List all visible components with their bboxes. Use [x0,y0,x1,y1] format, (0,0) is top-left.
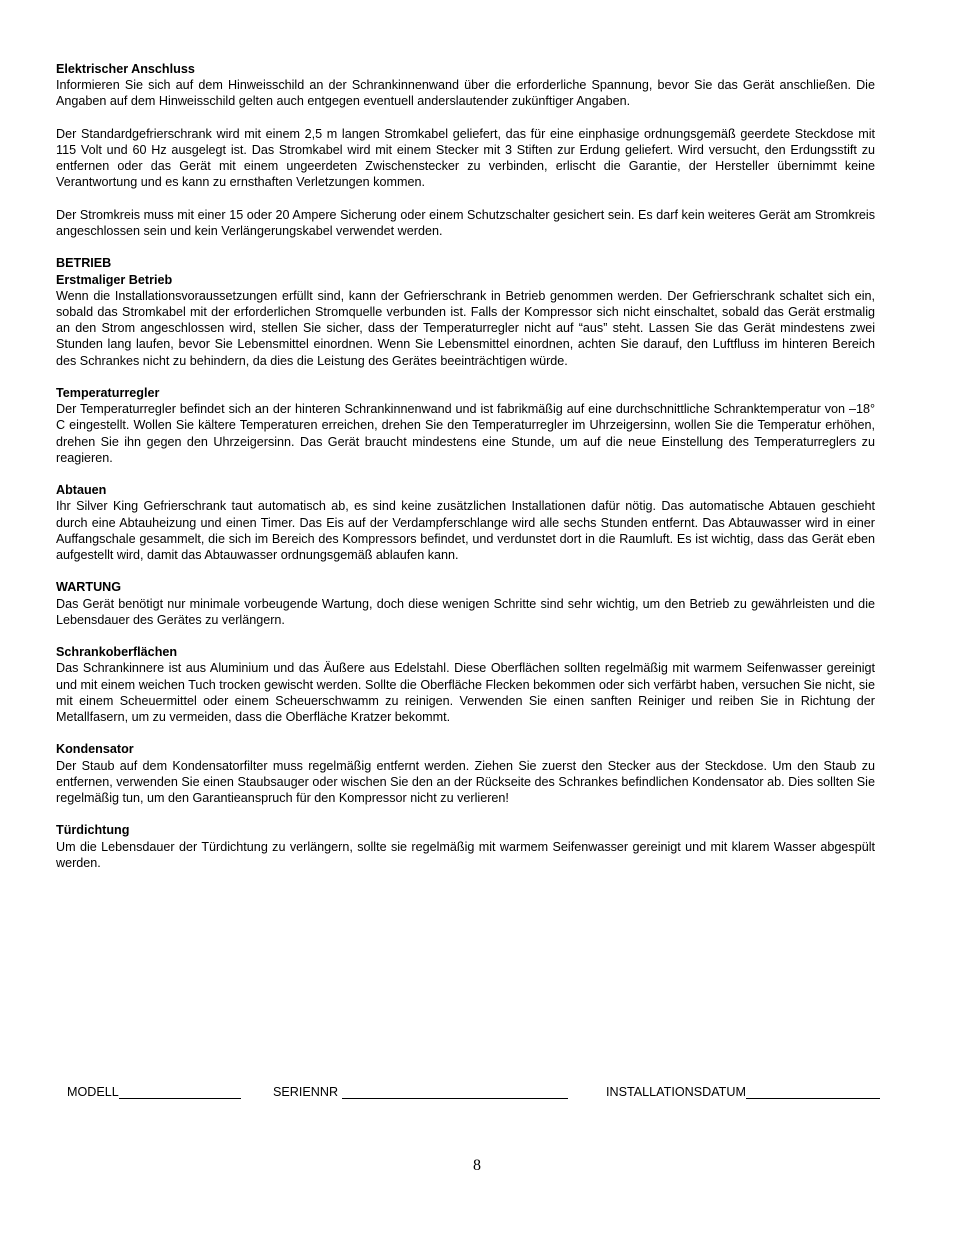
heading-wartung: WARTUNG [56,580,122,595]
paragraph-schrankoberflaechen: Das Schrankinnere ist aus Aluminium und das Äußere aus Edelstahl. Diese Oberflächen sollten regelmäßig mit warmem Seifenwasser gereinigt und mit einem weichen Tuch trocken gewischt werden. Sollte die Oberfläche Flecken bekommen oder sich verfärbt haben, versuchen Sie nicht, sie mit einem Scheuermittel oder einem Scheuerschwamm zu reinigen. Verwenden Sie einen sanften Reiniger und reiben Sie in Richtung der Metallfasern, um zu vermeiden, dass die Oberfläche Kratzer bekommt. [56,661,875,725]
modell-field [67,1082,241,1099]
heading-temperaturregler: Temperaturregler [56,386,160,400]
page-number: 8 [473,1157,481,1174]
paragraph-anschluss-1: Informieren Sie sich auf dem Hinweisschild an der Schrankinnenwand über die erforderliche Spannung, bevor Sie das Gerät anschließen. Die Angaben auf dem Hinweisschild gelten auch entgegen eventuell anderslautender zukünftiger Angaben. [56,78,875,109]
seriennr-blank-line[interactable] [342,1082,568,1099]
paragraph-kondensator: Der Staub auf dem Kondensatorfilter muss regelmäßig entfernt werden. Ziehen Sie zuerst den Stecker aus der Steckdose. Um den Staub zu entfernen, verwenden Sie einen Staubsauger oder wischen Sie den an der Rückseite des Schrankes befindlichen Kondensator ab. Dies sollten Sie regelmäßig tun, um den Garantieanspruch für den Kompressor nicht zu verlieren! [56,758,875,806]
subheading-erstmaliger-betrieb: Erstmaliger Betrieb [56,272,173,287]
heading-abtauen: Abtauen [56,483,107,498]
installationsdatum-field [606,1082,880,1099]
heading-tuerdichtung: Türdichtung [56,823,130,838]
paragraph-betrieb-1: Wenn die Installationsvoraussetzungen erfüllt sind, kann der Gefrierschrank in Betrieb genommen werden. Der Gefrierschrank schaltet sich ein, sobald das Stromkabel mit der erforderlichen Stromquelle verbunden ist. Falls der Kompressor sich nicht einschaltet, sobald das Gerät erstmalig an den Strom angeschlossen wird, stellen Sie sicher, dass der Temperaturregler nicht auf “aus” steht. Lassen Sie das Gerät mindestens zwei Stunden lang laufen, bevor Sie Lebensmittel einordnen. Wenn Sie Lebensmittel einordnen, achten Sie darauf, den Luftfluss im hinteren Bereich des Schrankes nicht zu behindern, da dies die Leistung des Gerätes beeinträchtigen würde. [56,288,875,368]
paragraph-abtauen: Ihr Silver King Gefrierschrank taut automatisch ab, es sind keine zusätzlichen Installationen dafür nötig. Das automatische Abtauen geschieht durch eine Abtauheizung und einen Timer. Das Eis auf der Verdampferschlange wird alle sechs Stunden entfernt. Das Abtauwasser wird in einer Auffangschale gesammelt, die sich im Bereich des Kompressors befindet, und verdunstet dort in die Raumluft. Es ist wichtig, dass das Gerät eben aufgestellt wird, damit das Abtauwasser ordnungsgemäß ablaufen kann. [56,499,875,563]
document-body [56,61,875,871]
form-footer [0,1082,954,1102]
modell-label: MODELL [67,1085,119,1099]
paragraph-anschluss-2: Der Standardgefrierschrank wird mit einem 2,5 m langen Stromkabel geliefert, das für eine einphasige ordnungsgemäß geerdete Steckdose mit 115 Volt und 60 Hz ausgelegt ist. Das Stromkabel wird mit einem Stecker mit 3 Stiften zur Erdung geliefert. Wird versucht, den Erdungsstift zu entfernen oder das Gerät mit einem ungeerdeten Zwischenstecker zu verbinden, erlischt die Garantie, der Hersteller übernimmt keine Verantwortung und es kann zu ernsthaften Verletzungen kommen. [56,126,875,190]
heading-kondensator: Kondensator [56,742,134,757]
modell-blank-line[interactable] [119,1082,241,1099]
paragraph-anschluss-3: Der Stromkreis muss mit einer 15 oder 20 Ampere Sicherung oder einem Schutzschalter gesichert sein. Es darf kein weiteres Gerät am Stromkreis angeschlossen sein und kein Verlängerungskabel verwendet werden. [56,207,875,238]
paragraph-temperaturregler: Der Temperaturregler befindet sich an der hinteren Schrankinnenwand und ist fabrikmäßig auf eine durchschnittliche Schranktemperatur von –18° C eingestellt. Wollen Sie kältere Temperaturen erreichen, drehen Sie den Temperaturregler im Uhrzeigersinn, wollen Sie die Temperatur erhöhen, drehen Sie ihn gegen den Uhrzeigersinn. Das Gerät braucht mindestens eine Stunde, um auf die neue Einstellung des Temperaturreglers zu reagieren. [56,402,875,465]
installationsdatum-blank-line[interactable] [746,1082,880,1099]
installationsdatum-label: INSTALLATIONSDATUM [606,1085,746,1099]
paragraph-wartung: Das Gerät benötigt nur minimale vorbeugende Wartung, doch diese wenigen Schritte sind sehr wichtig, um den Betrieb zu gewährleisten und die Lebensdauer des Gerätes zu verlängern. [56,596,875,627]
paragraph-tuerdichtung: Um die Lebensdauer der Türdichtung zu verlängern, sollte sie regelmäßig mit warmem Seifenwasser gereinigt und mit klarem Wasser abgespült werden. [56,839,875,870]
heading-betrieb: BETRIEB [56,256,112,271]
seriennr-label: SERIENNR [273,1085,339,1099]
heading-schrankoberflaechen: Schrankoberflächen [56,645,178,660]
heading-elektrischer-anschluss: Elektrischer Anschluss [56,62,195,76]
seriennr-field [273,1082,568,1099]
